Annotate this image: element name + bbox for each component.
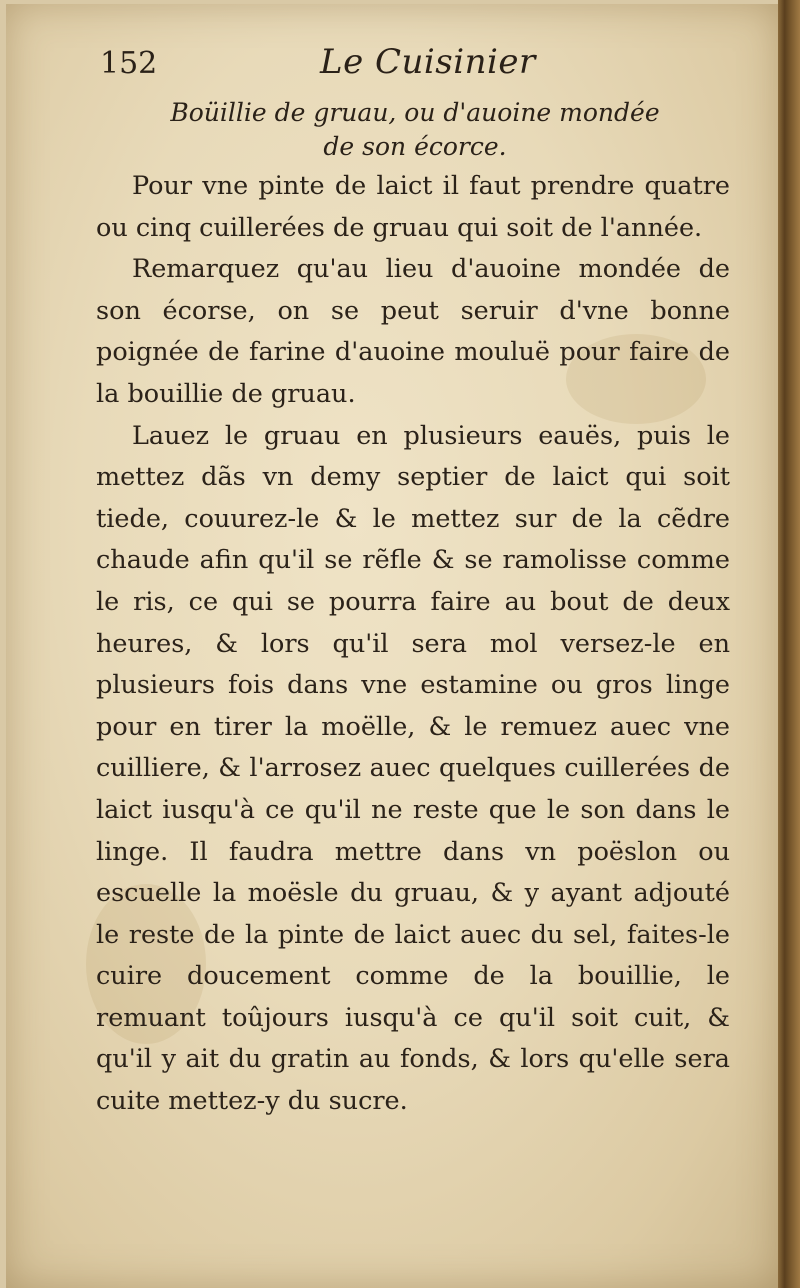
page-header <box>100 40 730 92</box>
book-gutter <box>778 0 800 1288</box>
paragraph: Lauez le gruau en plusieurs eauës, puis le mettez dãs vn demy septier de laict qui soit tiede, couurez-le & le mettez sur de la cẽdre chaude afin qu'il se rẽfle & se ramolisse comme le ris, ce qui se pourra faire au bout de deux heures, & lors qu'il sera mol versez-le en plusieurs fois dans vne estamine ou gros linge pour en tirer la moëlle, & le remuez auec vne cuilliere, & l'arrosez auec quelques cuillerées de laict iusqu'à ce qu'il ne reste que le son dans le linge. Il faudra mettre dans vn poëslon ou escuelle la moësle du gruau, & y ayant adjouté le reste de la pinte de laict auec du sel, faites-le cuire doucement comme de la bouillie, le remuant toûjours iusqu'à ce qu'il soit cuit, & qu'il y ait du gratin au fonds, & lors qu'elle sera cuite mettez-y du sucre. <box>96 420 730 1117</box>
paragraph: Pour vne pinte de laict il faut prendre quatre ou cinq cuillerées de gruau qui soit de l'année. <box>96 171 730 243</box>
running-head: Le Cuisinier <box>320 42 536 82</box>
recipe-title <box>100 96 730 164</box>
recipe-title-line: de son écorce. <box>323 132 507 161</box>
page-number: 152 <box>100 46 158 81</box>
paragraph: Remarquez qu'au lieu d'auoine mondée de son écorse, on se peut seruir d'vne bonne poignée de farine d'auoine mouluë pour faire de la bouillie de gruau. <box>96 254 730 409</box>
recipe-title-line: Boüillie de gruau, ou d'auoine mondée <box>170 98 660 127</box>
recipe-body <box>96 166 730 1123</box>
